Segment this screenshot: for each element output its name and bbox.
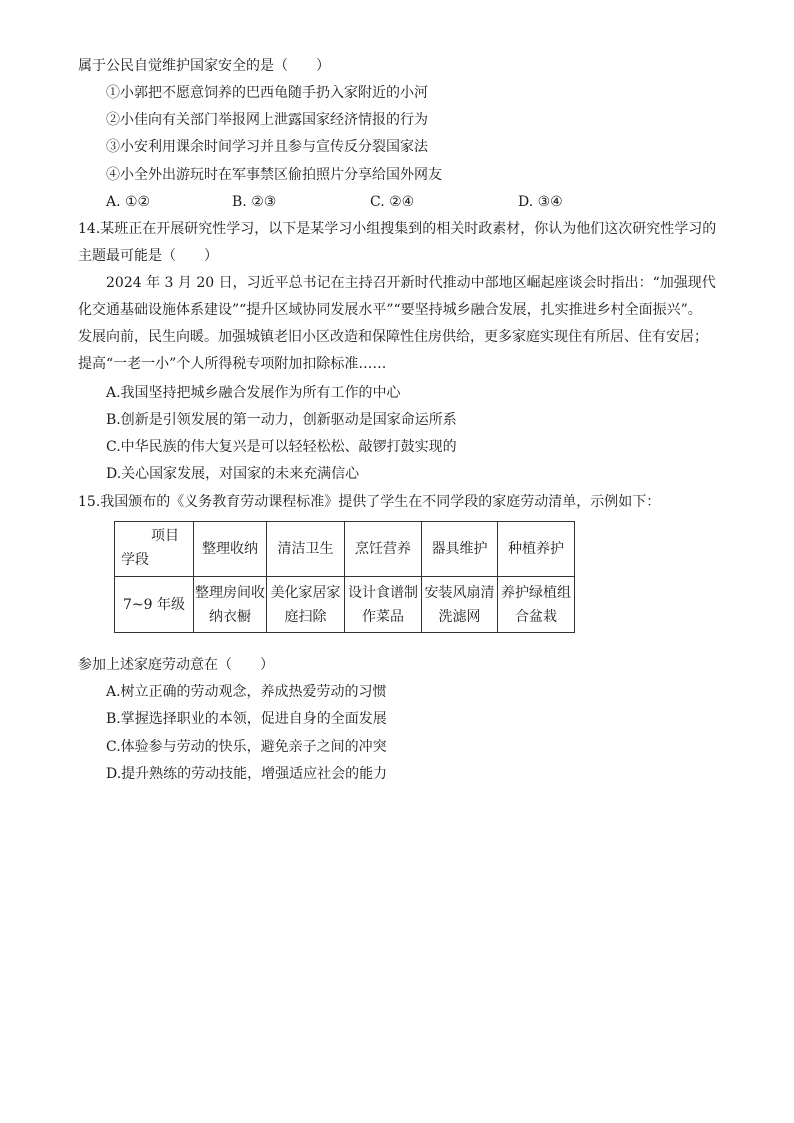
q13-option-b: B. ②③ bbox=[232, 194, 277, 210]
table-row bbox=[115, 577, 575, 633]
column-header: 器具维护 bbox=[422, 522, 498, 577]
cell-line: 整理房间收 bbox=[195, 584, 265, 601]
cell-line: 养护绿植组 bbox=[501, 584, 571, 601]
q15-option-a: A.树立正确的劳动观念，养成热爱劳动的习惯 bbox=[106, 684, 387, 700]
corner-label-item: 项目 bbox=[151, 528, 179, 544]
table-cell bbox=[422, 577, 498, 633]
table-cell bbox=[194, 577, 267, 633]
q13-item-1: ①小郭把不愿意饲养的巴西龟随手扔入家附近的小河 bbox=[106, 85, 428, 101]
row-label-stage: 7~9 年级 bbox=[115, 577, 194, 633]
cell-line: 设计食谱制 bbox=[348, 584, 418, 601]
column-header: 烹饪营养 bbox=[345, 522, 422, 577]
column-header: 种植养护 bbox=[498, 522, 575, 577]
q15-followup: 参加上述家庭劳动意在（ ） bbox=[78, 657, 274, 673]
q13-item-4: ④小全外出游玩时在军事禁区偷拍照片分享给国外网友 bbox=[106, 167, 442, 183]
corner-label-stage: 学段 bbox=[121, 552, 149, 568]
labor-list-table bbox=[114, 521, 575, 633]
q14-stem-line-2: 主题最可能是（ ） bbox=[78, 248, 218, 264]
cell-line: 作菜品 bbox=[362, 608, 404, 625]
table-cell bbox=[267, 577, 345, 633]
q14-option-b: B.创新是引领发展的第一动力，创新驱动是国家命运所系 bbox=[106, 412, 457, 428]
cell-line: 安装风扇清 bbox=[424, 584, 495, 601]
q13-option-d: D. ③④ bbox=[518, 194, 563, 210]
q13-item-2: ②小佳向有关部门举报网上泄露国家经济情报的行为 bbox=[106, 112, 428, 128]
q14-stem-line-1: 14.某班正在开展研究性学习，以下是某学习小组搜集到的相关时政素材，你认为他们这次研究性学习的 bbox=[78, 221, 717, 237]
column-header: 整理收纳 bbox=[194, 522, 267, 577]
q15-option-d: D.提升熟练的劳动技能，增强适应社会的能力 bbox=[106, 766, 388, 782]
q13-stem-tail: 属于公民自觉维护国家安全的是（ ） bbox=[78, 58, 330, 74]
q14-option-c: C.中华民族的伟大复兴是可以轻轻松松、敲锣打鼓实现的 bbox=[106, 439, 457, 455]
table-cell bbox=[498, 577, 575, 633]
q14-option-d: D.关心国家发展，对国家的未来充满信心 bbox=[106, 466, 360, 482]
q14-material-line-3: 发展向前，民生向暖。加强城镇老旧小区改造和保障性住房供给，更多家庭实现住有所居、住有安居； bbox=[78, 329, 708, 345]
cell-line: 合盆栽 bbox=[515, 608, 557, 625]
q14-material-line-1: 2024 年 3 月 20 日，习近平总书记在主持召开新时代推动中部地区崛起座谈会时指出：“加强现代 bbox=[106, 275, 716, 291]
table-corner-cell bbox=[115, 522, 194, 577]
q15-stem: 15.我国颁布的《义务教育劳动课程标准》提供了学生在不同学段的家庭劳动清单，示例如下： bbox=[78, 494, 661, 510]
cell-line: 庭扫除 bbox=[284, 608, 327, 625]
column-header: 清洁卫生 bbox=[267, 522, 345, 577]
table-cell bbox=[345, 577, 422, 633]
q13-item-3: ③小安利用课余时间学习并且参与宣传反分裂国家法 bbox=[106, 139, 428, 155]
q15-option-b: B.掌握选择职业的本领，促进自身的全面发展 bbox=[106, 711, 387, 727]
q14-option-a: A.我国坚持把城乡融合发展作为所有工作的中心 bbox=[106, 385, 401, 401]
q14-material-line-4: 提高“一老一小”个人所得税专项附加扣除标准…… bbox=[78, 356, 387, 372]
cell-line: 纳衣橱 bbox=[209, 608, 251, 625]
q13-option-a: A. ①② bbox=[106, 194, 151, 210]
q13-option-c: C. ②④ bbox=[370, 194, 415, 210]
cell-line: 美化家居家 bbox=[270, 584, 341, 601]
q14-material-line-2: 化交通基础设施体系建设”“提升区域协同发展水平”“要坚持城乡融合发展，扎实推进乡村全面振兴”。 bbox=[78, 302, 702, 318]
cell-line: 洗滤网 bbox=[438, 608, 481, 625]
q15-option-c: C.体验参与劳动的快乐，避免亲子之间的冲突 bbox=[106, 739, 387, 755]
table-header-row bbox=[115, 522, 575, 577]
